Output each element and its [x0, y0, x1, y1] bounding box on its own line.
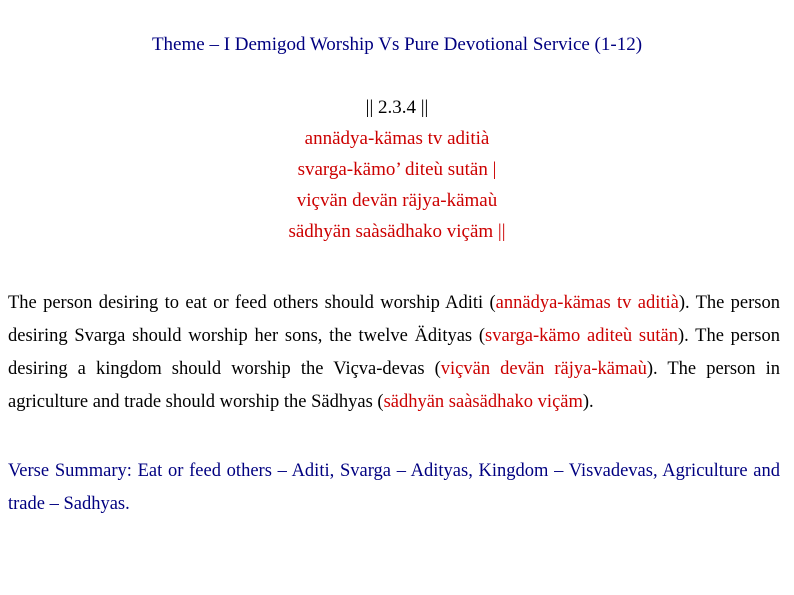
- translation-text: ). The person desiring a kingdom should worship the Viçva-devas (: [8, 326, 780, 379]
- translation-text: The person desiring to eat or feed others should worship Aditi (: [8, 293, 496, 313]
- translation-paragraph: [8, 287, 780, 419]
- verse-line: annädya-kämas tv aditià: [304, 128, 490, 149]
- verse-quote: sädhyän saàsädhako viçäm: [383, 392, 583, 412]
- translation-text: ). The person desiring Svarga should worship her sons, the twelve Ädityas (: [8, 293, 780, 346]
- verse-quote: svarga-kämo aditeù sutän: [485, 326, 678, 346]
- summary-label: Verse Summary:: [8, 461, 132, 481]
- verse-block: [0, 92, 794, 247]
- page-title: Theme – I Demigod Worship Vs Pure Devotional Service (1-12): [151, 34, 643, 55]
- verse-quote: annädya-kämas tv aditià: [495, 293, 679, 313]
- verse-reference: || 2.3.4 ||: [365, 97, 429, 118]
- translation-text: ). The person in agriculture and trade should worship the Sädhyas (: [8, 359, 780, 412]
- verse-quote: viçvän devän räjya-kämaù: [440, 359, 647, 379]
- summary-text: Eat or feed others – Aditi, Svarga – Adityas, Kingdom – Visvadevas, Agriculture and trade – Sadhyas.: [8, 461, 780, 514]
- verse-line: viçvän devän räjya-kämaù: [296, 190, 498, 211]
- verse-summary: [8, 455, 780, 521]
- translation-text: ).: [582, 392, 594, 412]
- verse-line: sädhyän saàsädhako viçäm ||: [288, 221, 506, 242]
- verse-line: svarga-kämo’ diteù sutän |: [297, 159, 497, 180]
